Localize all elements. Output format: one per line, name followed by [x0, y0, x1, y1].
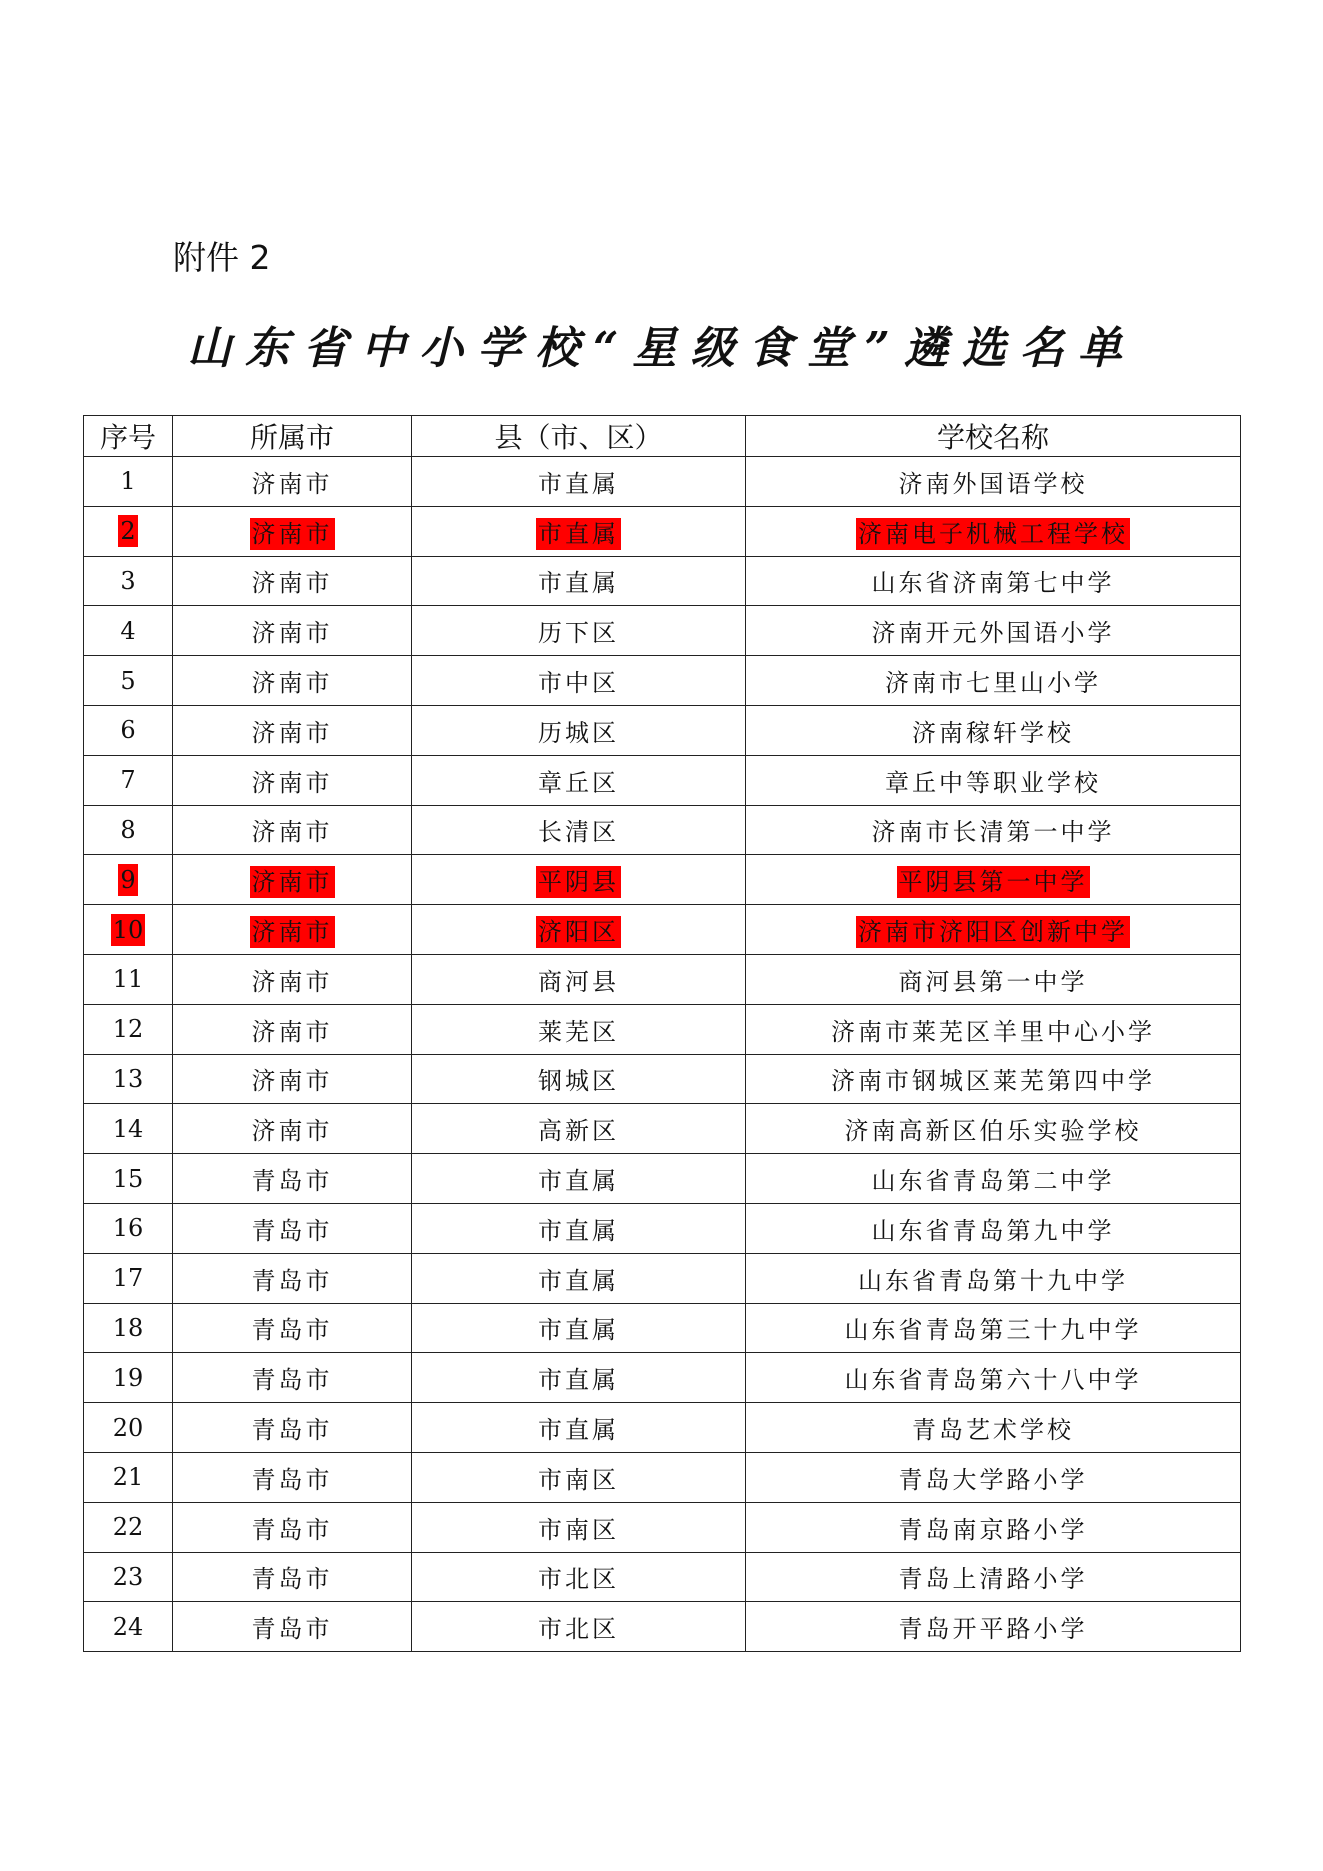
table-row — [84, 1552, 1241, 1602]
table-row — [84, 755, 1241, 805]
cell-no — [84, 1203, 173, 1253]
cell-school — [746, 855, 1241, 905]
cell-county-text: 市直属 — [538, 1216, 619, 1245]
table-row — [84, 457, 1241, 507]
cell-county-text: 历城区 — [538, 718, 619, 747]
cell-no — [84, 656, 173, 706]
table-row — [84, 954, 1241, 1004]
cell-county-text: 章丘区 — [538, 768, 619, 797]
cell-county — [412, 1004, 746, 1054]
table-row — [84, 1004, 1241, 1054]
cell-school — [746, 1452, 1241, 1502]
cell-county — [412, 1452, 746, 1502]
cell-school — [746, 1353, 1241, 1403]
cell-county — [412, 705, 746, 755]
cell-school-text: 平阴县第一中学 — [898, 868, 1088, 897]
cell-school-text: 济南市七里山小学 — [885, 669, 1101, 698]
cell-school — [746, 1502, 1241, 1552]
cell-city — [173, 556, 412, 606]
cell-city — [173, 506, 412, 556]
cell-city — [173, 1303, 412, 1353]
table-row — [84, 1303, 1241, 1353]
cell-city-text: 青岛市 — [251, 1266, 333, 1295]
cell-school-text: 青岛上清路小学 — [898, 1565, 1088, 1594]
cell-no — [84, 705, 173, 755]
cell-no — [84, 506, 173, 556]
cell-school-text: 青岛南京路小学 — [898, 1515, 1088, 1544]
cell-school-text: 青岛大学路小学 — [898, 1465, 1088, 1494]
cell-no — [84, 1502, 173, 1552]
cell-school — [746, 1602, 1241, 1652]
cell-county-text: 市直属 — [538, 1316, 619, 1345]
cell-city — [173, 755, 412, 805]
cell-no — [84, 954, 173, 1004]
cell-no-text: 13 — [112, 1064, 144, 1093]
table-row — [84, 1452, 1241, 1502]
cell-school — [746, 1054, 1241, 1104]
table-row — [84, 1602, 1241, 1652]
cell-city-text: 青岛市 — [251, 1366, 333, 1395]
cell-no-text: 2 — [120, 517, 136, 546]
cell-school — [746, 506, 1241, 556]
cell-county — [412, 755, 746, 805]
cell-city-text: 济南市 — [251, 1067, 333, 1096]
cell-city-text: 青岛市 — [251, 1167, 333, 1196]
cell-school — [746, 1203, 1241, 1253]
cell-no-text: 9 — [120, 865, 136, 894]
cell-city — [173, 905, 412, 955]
cell-no-text: 10 — [112, 915, 144, 944]
table-row — [84, 1154, 1241, 1204]
cell-school-text: 山东省青岛第九中学 — [871, 1216, 1115, 1245]
cell-county — [412, 1602, 746, 1652]
cell-no-text: 14 — [112, 1114, 144, 1143]
cell-county — [412, 1054, 746, 1104]
cell-no-text: 5 — [120, 666, 136, 695]
cell-no — [84, 1154, 173, 1204]
cell-school-text: 济南开元外国语小学 — [871, 619, 1115, 648]
cell-county — [412, 1552, 746, 1602]
cell-school — [746, 954, 1241, 1004]
cell-city — [173, 705, 412, 755]
cell-no — [84, 1303, 173, 1353]
cell-county — [412, 1104, 746, 1154]
cell-county-text: 长清区 — [538, 818, 619, 847]
cell-school-text: 济南市钢城区莱芜第四中学 — [831, 1067, 1155, 1096]
cell-city — [173, 1602, 412, 1652]
cell-city-text: 青岛市 — [251, 1216, 333, 1245]
cell-county-text: 市南区 — [538, 1515, 619, 1544]
cell-no — [84, 457, 173, 507]
cell-county-text: 历下区 — [538, 619, 619, 648]
cell-city-text: 青岛市 — [251, 1416, 333, 1445]
cell-county-text: 市直属 — [538, 569, 619, 598]
cell-school-text: 青岛开平路小学 — [898, 1615, 1088, 1644]
cell-no — [84, 1552, 173, 1602]
cell-county-text: 莱芜区 — [538, 1017, 619, 1046]
cell-city-text: 青岛市 — [251, 1615, 333, 1644]
cell-school — [746, 805, 1241, 855]
cell-no-text: 7 — [120, 766, 136, 795]
cell-no-text: 20 — [112, 1413, 144, 1442]
cell-no-text: 24 — [112, 1612, 144, 1641]
cell-county-text: 市中区 — [538, 669, 619, 698]
cell-city-text: 济南市 — [251, 1117, 333, 1146]
table-row — [84, 1403, 1241, 1453]
header-school: 学校名称 — [746, 416, 1241, 457]
cell-school — [746, 1552, 1241, 1602]
cell-city — [173, 656, 412, 706]
cell-county-text: 市直属 — [538, 1167, 619, 1196]
cell-city-text: 济南市 — [251, 669, 333, 698]
cell-school-text: 济南电子机械工程学校 — [858, 519, 1128, 548]
table-row — [84, 1253, 1241, 1303]
cell-no — [84, 905, 173, 955]
cell-no — [84, 855, 173, 905]
cell-county-text: 济阳区 — [538, 918, 619, 947]
cell-school — [746, 556, 1241, 606]
cell-school-text: 山东省济南第七中学 — [871, 569, 1115, 598]
cell-no — [84, 1004, 173, 1054]
cell-school — [746, 755, 1241, 805]
cell-no-text: 23 — [112, 1562, 144, 1591]
cell-city — [173, 1104, 412, 1154]
cell-county — [412, 1502, 746, 1552]
cell-county — [412, 954, 746, 1004]
cell-city-text: 青岛市 — [251, 1565, 333, 1594]
cell-no-text: 16 — [112, 1214, 144, 1243]
cell-no — [84, 1253, 173, 1303]
cell-city — [173, 606, 412, 656]
cell-county-text: 市直属 — [538, 1366, 619, 1395]
cell-no — [84, 606, 173, 656]
cell-school-text: 商河县第一中学 — [898, 967, 1088, 996]
cell-school — [746, 656, 1241, 706]
cell-no — [84, 1104, 173, 1154]
cell-no-text: 1 — [120, 467, 136, 496]
cell-county — [412, 1403, 746, 1453]
cell-county-text: 市直属 — [538, 469, 619, 498]
cell-county-text: 市直属 — [538, 1416, 619, 1445]
cell-city-text: 济南市 — [251, 768, 333, 797]
cell-city-text: 济南市 — [251, 469, 333, 498]
cell-no-text: 18 — [112, 1313, 144, 1342]
cell-no-text: 11 — [112, 965, 144, 994]
header-no: 序号 — [84, 416, 173, 457]
table-row — [84, 905, 1241, 955]
cell-school — [746, 705, 1241, 755]
table-row — [84, 1104, 1241, 1154]
cell-school — [746, 1253, 1241, 1303]
school-list-table — [83, 415, 1241, 1652]
cell-county — [412, 656, 746, 706]
cell-no-text: 15 — [112, 1164, 144, 1193]
cell-school-text: 山东省青岛第六十八中学 — [844, 1366, 1142, 1395]
cell-county — [412, 1203, 746, 1253]
cell-no-text: 6 — [120, 716, 136, 745]
attachment-label: 附件 2 — [173, 238, 271, 277]
cell-city — [173, 954, 412, 1004]
cell-school-text: 山东省青岛第二中学 — [871, 1167, 1115, 1196]
cell-no — [84, 1403, 173, 1453]
cell-school — [746, 1104, 1241, 1154]
cell-no — [84, 1452, 173, 1502]
cell-no-text: 19 — [112, 1363, 144, 1392]
cell-county — [412, 1353, 746, 1403]
cell-city-text: 济南市 — [251, 868, 333, 897]
cell-county — [412, 606, 746, 656]
cell-school — [746, 1303, 1241, 1353]
cell-school — [746, 905, 1241, 955]
table-row — [84, 1054, 1241, 1104]
cell-city — [173, 1004, 412, 1054]
table-row — [84, 1203, 1241, 1253]
cell-county-text: 市北区 — [538, 1565, 619, 1594]
table-row — [84, 556, 1241, 606]
cell-school-text: 济南市济阳区创新中学 — [858, 918, 1128, 947]
cell-city-text: 青岛市 — [251, 1515, 333, 1544]
cell-school-text: 山东省青岛第十九中学 — [858, 1266, 1128, 1295]
cell-city-text: 青岛市 — [251, 1465, 333, 1494]
cell-city — [173, 457, 412, 507]
table-row — [84, 506, 1241, 556]
cell-city — [173, 1403, 412, 1453]
cell-city-text: 济南市 — [251, 818, 333, 847]
cell-no-text: 12 — [112, 1015, 144, 1044]
cell-county-text: 高新区 — [538, 1117, 619, 1146]
cell-county — [412, 905, 746, 955]
table-row — [84, 1502, 1241, 1552]
cell-city — [173, 805, 412, 855]
cell-no — [84, 1353, 173, 1403]
cell-school-text: 济南市莱芜区羊里中心小学 — [831, 1017, 1155, 1046]
cell-school-text: 济南外国语学校 — [898, 469, 1088, 498]
cell-county-text: 市南区 — [538, 1465, 619, 1494]
cell-city-text: 济南市 — [251, 519, 333, 548]
table-row — [84, 805, 1241, 855]
page-title: 山东省中小学校“星级食堂”遴选名单 — [187, 323, 1136, 374]
table-row — [84, 606, 1241, 656]
cell-no-text: 22 — [112, 1513, 144, 1542]
cell-city-text: 济南市 — [251, 569, 333, 598]
cell-no — [84, 1054, 173, 1104]
cell-no-text: 8 — [120, 815, 136, 844]
header-county: 县（市、区） — [412, 416, 746, 457]
cell-no — [84, 805, 173, 855]
cell-county — [412, 457, 746, 507]
cell-city — [173, 855, 412, 905]
cell-no — [84, 755, 173, 805]
cell-school-text: 青岛艺术学校 — [912, 1416, 1074, 1445]
cell-school-text: 济南稼轩学校 — [912, 718, 1074, 747]
cell-city — [173, 1203, 412, 1253]
cell-city — [173, 1502, 412, 1552]
cell-county — [412, 1303, 746, 1353]
cell-school — [746, 606, 1241, 656]
table-row — [84, 656, 1241, 706]
cell-city-text: 济南市 — [251, 619, 333, 648]
cell-school — [746, 1403, 1241, 1453]
cell-city — [173, 1054, 412, 1104]
cell-city — [173, 1253, 412, 1303]
cell-city-text: 济南市 — [251, 918, 333, 947]
cell-no — [84, 556, 173, 606]
cell-school-text: 山东省青岛第三十九中学 — [844, 1316, 1142, 1345]
cell-city-text: 济南市 — [251, 1017, 333, 1046]
cell-school — [746, 457, 1241, 507]
cell-county-text: 市北区 — [538, 1615, 619, 1644]
cell-school-text: 章丘中等职业学校 — [885, 768, 1101, 797]
cell-county — [412, 805, 746, 855]
cell-school — [746, 1154, 1241, 1204]
cell-county-text: 市直属 — [538, 1266, 619, 1295]
cell-school — [746, 1004, 1241, 1054]
table-row — [84, 855, 1241, 905]
cell-county-text: 平阴县 — [538, 868, 619, 897]
cell-city — [173, 1452, 412, 1502]
cell-city-text: 青岛市 — [251, 1316, 333, 1345]
cell-no-text: 17 — [112, 1264, 144, 1293]
cell-city — [173, 1154, 412, 1204]
cell-county-text: 钢城区 — [538, 1067, 619, 1096]
cell-city-text: 济南市 — [251, 718, 333, 747]
cell-city-text: 济南市 — [251, 967, 333, 996]
cell-county — [412, 1154, 746, 1204]
cell-county-text: 市直属 — [538, 519, 619, 548]
cell-school-text: 济南市长清第一中学 — [871, 818, 1115, 847]
cell-city — [173, 1353, 412, 1403]
cell-county-text: 商河县 — [538, 967, 619, 996]
cell-no-text: 21 — [112, 1463, 144, 1492]
cell-no — [84, 1602, 173, 1652]
cell-school-text: 济南高新区伯乐实验学校 — [844, 1117, 1142, 1146]
cell-no-text: 3 — [120, 566, 136, 595]
header-city: 所属市 — [173, 416, 412, 457]
table-row — [84, 705, 1241, 755]
cell-county — [412, 556, 746, 606]
cell-county — [412, 506, 746, 556]
cell-county — [412, 1253, 746, 1303]
cell-no-text: 4 — [120, 616, 136, 645]
table-header-row — [84, 416, 1241, 457]
cell-county — [412, 855, 746, 905]
cell-city — [173, 1552, 412, 1602]
table-row — [84, 1353, 1241, 1403]
